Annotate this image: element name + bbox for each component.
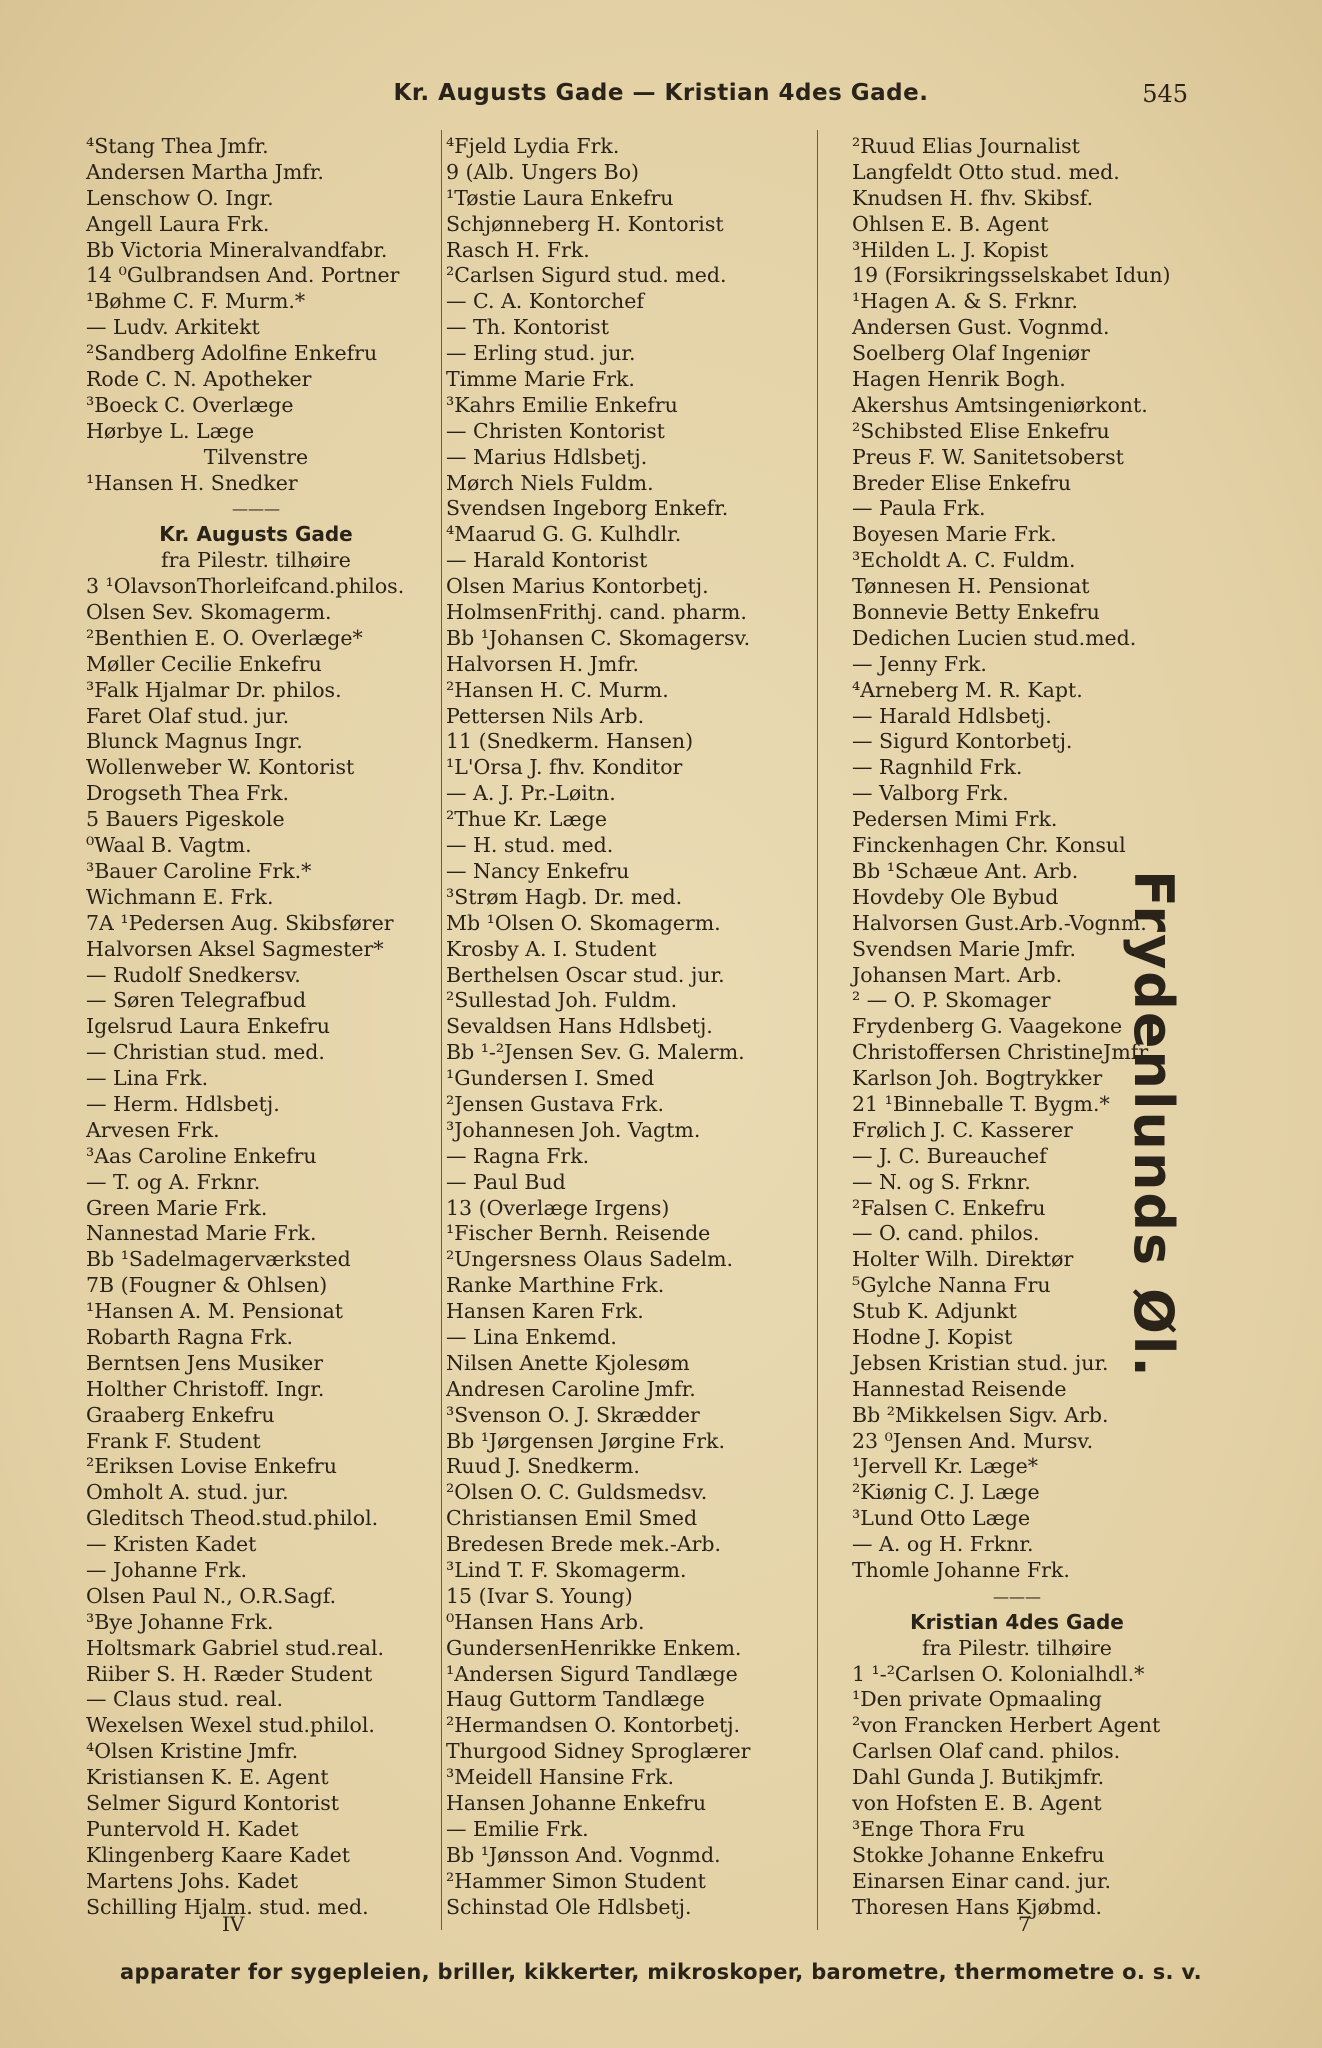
directory-entry: ²von Francken Herbert Agent	[852, 1713, 1161, 1738]
directory-entry: Bb ¹Jørgensen Jørgine Frk.	[446, 1428, 725, 1453]
directory-entry: Carlsen Olaf cand. philos.	[852, 1739, 1121, 1764]
directory-entry: ⁰Waal B. Vagtm.	[86, 833, 252, 858]
directory-entry: ¹Hagen A. & S. Frknr.	[852, 289, 1078, 314]
directory-entry: von Hofsten E. B. Agent	[852, 1791, 1102, 1815]
directory-entry: ³Echoldt A. C. Fuldm.	[852, 548, 1076, 573]
directory-entry: Hannestad Reisende	[852, 1376, 1067, 1401]
directory-entry: ²Benthien E. O. Overlæge*	[86, 625, 363, 650]
directory-entry: Boyesen Marie Frk.	[852, 522, 1057, 547]
directory-entry: — Kristen Kadet	[86, 1532, 257, 1557]
directory-entry: Graaberg Enkefru	[86, 1402, 275, 1427]
directory-entry: — Ragnhild Frk.	[852, 755, 1023, 780]
directory-entry: Svendsen Marie Jmfr.	[852, 936, 1076, 961]
directory-entry: ³Enge Thora Fru	[852, 1816, 1026, 1841]
directory-entry: Angell Laura Frk.	[86, 211, 270, 236]
directory-entry: Karlson Joh. Bogtrykker	[852, 1066, 1103, 1091]
directory-entry: — Claus stud. real.	[86, 1687, 284, 1712]
directory-entry: ³Kahrs Emilie Enkefru	[446, 392, 678, 417]
directory-entry: Robarth Ragna Frk.	[86, 1324, 294, 1349]
directory-entry: ⁴Stang Thea Jmfr.	[86, 134, 269, 158]
directory-entry: 11 (Snedkerm. Hansen)	[446, 729, 694, 754]
directory-entry: Tønnesen H. Pensionat	[852, 574, 1090, 599]
directory-entry: ¹Fischer Bernh. Reisende	[446, 1221, 711, 1246]
directory-entry: Nilsen Anette Kjolesøm	[446, 1350, 690, 1375]
directory-entry: Mb ¹Olsen O. Skomagerm.	[446, 910, 721, 935]
directory-entry: 9 (Alb. Ungers Bo)	[446, 159, 640, 184]
directory-entry: Hansen Johanne Enkefru	[446, 1791, 707, 1815]
directory-entry: 1 ¹-²Carlsen O. Kolonialhdl.*	[852, 1661, 1145, 1686]
directory-entry: Holtsmark Gabriel stud.real.	[86, 1635, 385, 1660]
directory-entry: Blunck Magnus Ingr.	[86, 729, 303, 754]
directory-entry: Christiansen Emil Smed	[446, 1506, 698, 1531]
directory-entry: ³Falk Hjalmar Dr. philos.	[86, 677, 342, 702]
directory-entry: Frank F. Student	[86, 1428, 261, 1453]
directory-column-1	[86, 134, 481, 1920]
directory-entry: fra Pilestr. tilhøire	[922, 1635, 1112, 1660]
signature-mark-left: IV	[222, 1912, 245, 1936]
directory-entry: Bredesen Brede mek.-Arb.	[446, 1532, 722, 1557]
directory-entry: Krosby A. I. Student	[446, 936, 657, 961]
directory-entry: Langfeldt Otto stud. med.	[852, 159, 1120, 184]
directory-entry: — Emilie Frk.	[446, 1816, 589, 1841]
directory-entry: Rode C. N. Apotheker	[86, 367, 312, 392]
directory-entry: ²Sandberg Adolfine Enkefru	[86, 341, 378, 366]
directory-entry: — Lina Enkemd.	[446, 1324, 617, 1349]
directory-entry: ⁰Hansen Hans Arb.	[446, 1609, 645, 1634]
directory-entry: — T. og A. Frknr.	[86, 1169, 261, 1194]
directory-entry: — J. C. Bureauchef	[852, 1143, 1047, 1168]
directory-entry: Bb ¹Jønsson And. Vognmd.	[446, 1842, 721, 1867]
directory-entry: — Herm. Hdlsbetj.	[86, 1091, 280, 1116]
directory-entry: Hagen Henrik Bogh.	[852, 367, 1066, 392]
directory-entry: ²Thue Kr. Læge	[446, 807, 607, 832]
directory-entry: ² — O. P. Skomager	[852, 988, 1051, 1013]
directory-entry: ²Hermandsen O. Kontorbetj.	[446, 1713, 741, 1738]
directory-entry: Hansen Karen Frk.	[446, 1299, 644, 1324]
directory-entry: Thurgood Sidney Sproglærer	[446, 1739, 751, 1764]
directory-entry: ³Strøm Hagb. Dr. med.	[446, 884, 683, 909]
directory-entry: ²Hammer Simon Student	[446, 1868, 706, 1893]
directory-entry: Christoffersen ChristineJmfr.	[852, 1040, 1153, 1065]
directory-entry: Andresen Caroline Jmfr.	[446, 1376, 696, 1401]
directory-entry: — Paula Frk.	[852, 496, 986, 521]
directory-entry: Kristiansen K. E. Agent	[86, 1765, 329, 1790]
directory-entry: ²Ungersness Olaus Sadelm.	[446, 1247, 734, 1272]
directory-entry: — Erling stud. jur.	[446, 341, 636, 366]
directory-entry: 14 ⁰Gulbrandsen And. Portner	[86, 263, 400, 288]
directory-entry: Ranke Marthine Frk.	[446, 1273, 665, 1298]
section-separator: ———	[993, 1586, 1041, 1606]
directory-entry: Bb Victoria Mineralvandfabr.	[86, 237, 388, 262]
directory-entry: — C. A. Kontorchef	[446, 289, 644, 314]
directory-entry: ²Hansen H. C. Murm.	[446, 677, 669, 702]
directory-entry: ³Johannesen Joh. Vagtm.	[446, 1117, 701, 1142]
directory-entry: Dahl Gunda J. Butikjmfr.	[852, 1765, 1105, 1790]
directory-entry: Akershus Amtsingeniørkont.	[852, 392, 1148, 417]
directory-entry: Svendsen Ingeborg Enkefr.	[446, 496, 729, 521]
directory-entry: Schjønneberg H. Kontorist	[446, 211, 724, 236]
directory-entry: Andersen Martha Jmfr.	[86, 159, 324, 184]
directory-entry: — Christen Kontorist	[446, 418, 665, 443]
directory-entry: Haug Guttorm Tandlæge	[446, 1687, 705, 1712]
directory-entry: — N. og S. Frknr.	[852, 1169, 1031, 1194]
directory-entry: Dedichen Lucien stud.med.	[852, 625, 1137, 650]
directory-entry: ²Schibsted Elise Enkefru	[852, 418, 1110, 443]
directory-entry: Hørbye L. Læge	[86, 418, 255, 443]
directory-entry: Drogseth Thea Frk.	[86, 781, 290, 806]
directory-entry: Finckenhagen Chr. Konsul	[852, 833, 1126, 858]
directory-entry: ¹L'Orsa J. fhv. Konditor	[446, 755, 683, 780]
directory-entry: ³Boeck C. Overlæge	[86, 392, 294, 417]
directory-entry: Møller Cecilie Enkefru	[86, 651, 322, 676]
directory-entry: — H. stud. med.	[446, 833, 614, 858]
directory-entry: Bb ¹Johansen C. Skomagersv.	[446, 625, 751, 650]
directory-entry: Ohlsen E. B. Agent	[852, 211, 1049, 236]
directory-entry: Selmer Sigurd Kontorist	[86, 1791, 339, 1815]
directory-entry: ²Olsen O. C. Guldsmedsv.	[446, 1480, 708, 1505]
directory-entry: — Nancy Enkefru	[446, 858, 630, 883]
side-advertisement-label: Frydenlunds Øl.	[1122, 870, 1185, 1379]
directory-entry: Olsen Marius Kontorbetj.	[446, 574, 709, 599]
directory-entry: Preus F. W. Sanitetsoberst	[852, 444, 1124, 469]
directory-entry: — Rudolf Snedkersv.	[86, 962, 301, 987]
directory-entry: — Lina Frk.	[86, 1066, 209, 1091]
directory-entry: Wichmann E. Frk.	[86, 884, 274, 909]
directory-entry: ²Eriksen Lovise Enkefru	[86, 1454, 337, 1479]
directory-entry: ³Hilden L. J. Kopist	[852, 237, 1049, 262]
directory-entry: Sevaldsen Hans Hdlsbetj.	[446, 1014, 713, 1039]
page-header	[0, 78, 1322, 112]
directory-entry: Stokke Johanne Enkefru	[852, 1842, 1105, 1867]
section-separator: ———	[232, 499, 280, 519]
directory-entry: ³Bauer Caroline Frk.*	[86, 858, 312, 883]
directory-entry: — Søren Telegrafbud	[86, 988, 307, 1013]
header-title: Kr. Augusts Gade — Kristian 4des Gade.	[393, 80, 929, 106]
directory-entry: ²Kiønig C. J. Læge	[852, 1480, 1040, 1505]
directory-column-3	[852, 134, 1247, 1920]
signature-mark-right: 7	[1018, 1912, 1031, 1936]
directory-entry: — Johanne Frk.	[86, 1557, 248, 1582]
directory-entry: ⁵Gylche Nanna Fru	[852, 1273, 1051, 1298]
directory-entry: Stub K. Adjunkt	[852, 1299, 1017, 1324]
directory-entry: Johansen Mart. Arb.	[852, 962, 1063, 987]
directory-entry: Schinstad Ole Hdlsbetj.	[446, 1894, 692, 1919]
directory-entry: Bb ²Mikkelsen Sigv. Arb.	[852, 1402, 1109, 1427]
directory-entry: Klingenberg Kaare Kadet	[86, 1842, 351, 1867]
directory-entry: — Th. Kontorist	[446, 315, 609, 340]
directory-entry: GundersenHenrikke Enkem.	[446, 1635, 742, 1660]
directory-entry: Omholt A. stud. jur.	[86, 1480, 289, 1505]
directory-entry: Nannestad Marie Frk.	[86, 1221, 317, 1246]
directory-entry: Puntervold H. Kadet	[86, 1816, 299, 1841]
directory-entry: 19 (Forsikringsselskabet Idun)	[852, 263, 1171, 288]
directory-entry: ¹Gundersen I. Smed	[446, 1066, 655, 1091]
directory-entry: Ruud J. Snedkerm.	[446, 1454, 640, 1479]
street-heading: Kr. Augusts Gade	[159, 522, 353, 547]
directory-entry: Thoresen Hans Kjøbmd.	[852, 1894, 1103, 1919]
directory-entry: Rasch H. Frk.	[446, 237, 590, 262]
directory-entry: Halvorsen Gust.Arb.-Vognm.	[852, 910, 1147, 935]
directory-entry: — Valborg Frk.	[852, 781, 1009, 806]
directory-entry: ⁴Arneberg M. R. Kapt.	[852, 677, 1083, 702]
directory-entry: Frydenberg G. Vaagekone	[852, 1014, 1123, 1039]
directory-entry: ³Svenson O. J. Skrædder	[446, 1402, 700, 1427]
directory-entry: 23 ⁰Jensen And. Mursv.	[852, 1428, 1094, 1453]
directory-entry: ²Sullestad Joh. Fuldm.	[446, 988, 678, 1013]
directory-entry: Hovdeby Ole Bybud	[852, 884, 1059, 909]
directory-entry: 5 Bauers Pigeskole	[86, 807, 285, 832]
directory-entry: Einarsen Einar cand. jur.	[852, 1868, 1112, 1893]
directory-entry: Bb ¹Sadelmagerværksted	[86, 1247, 351, 1272]
directory-entry: — Ludv. Arkitekt	[86, 315, 260, 340]
directory-entry: ¹Bøhme C. F. Murm.*	[86, 289, 306, 314]
directory-entry: Halvorsen Aksel Sagmester*	[86, 936, 384, 961]
directory-column-2	[446, 134, 841, 1920]
directory-entry: ¹Tøstie Laura Enkefru	[446, 185, 674, 210]
directory-entry: Bb ¹Schæue Ant. Arb.	[852, 858, 1079, 883]
directory-entry: Tilvenstre	[203, 444, 309, 469]
directory-entry: Bonnevie Betty Enkefru	[852, 600, 1100, 625]
directory-entry: 15 (Ivar S. Young)	[446, 1583, 633, 1608]
directory-entry: Riiber S. H. Ræder Student	[86, 1661, 373, 1686]
directory-entry: Thomle Johanne Frk.	[852, 1557, 1070, 1582]
directory-entry: Pedersen Mimi Frk.	[852, 807, 1058, 832]
directory-entry: Wexelsen Wexel stud.philol.	[86, 1713, 375, 1738]
directory-entry: — A. og H. Frknr.	[852, 1532, 1034, 1557]
directory-entry: — Sigurd Kontorbetj.	[852, 729, 1073, 754]
directory-entry: ²Carlsen Sigurd stud. med.	[446, 263, 727, 288]
directory-entry: Halvorsen H. Jmfr.	[446, 651, 639, 676]
directory-entry: Bb ¹-²Jensen Sev. G. Malerm.	[446, 1040, 745, 1065]
street-heading: Kristian 4des Gade	[910, 1609, 1124, 1634]
directory-entry: Pettersen Nils Arb.	[446, 703, 645, 728]
directory-entry: 3 ¹OlavsonThorleifcand.philos.	[86, 574, 405, 599]
directory-entry: ²Falsen C. Enkefru	[852, 1195, 1046, 1220]
directory-entry: Hodne J. Kopist	[852, 1324, 1013, 1349]
directory-entry: Breder Elise Enkefru	[852, 470, 1072, 495]
directory-entry: Timme Marie Frk.	[446, 367, 635, 392]
directory-entry: fra Pilestr. tilhøire	[161, 548, 351, 573]
directory-entry: Andersen Gust. Vognmd.	[852, 315, 1110, 340]
directory-entry: Green Marie Frk.	[86, 1195, 268, 1220]
directory-entry: 7A ¹Pedersen Aug. Skibsfører	[86, 910, 394, 935]
directory-entry: Berntsen Jens Musiker	[86, 1350, 324, 1375]
directory-entry: Olsen Paul N., O.R.Sagf.	[86, 1583, 337, 1608]
footer-advertisement: apparater for sygepleien, briller, kikkerter, mikroskoper, barometre, thermometre o. s. v.	[120, 1960, 1202, 1984]
directory-entry: Wollenweber W. Kontorist	[86, 755, 355, 780]
directory-entry: ⁴Maarud G. G. Kulhdlr.	[446, 522, 682, 547]
directory-entry: — Christian stud. med.	[86, 1040, 325, 1065]
directory-entry: Holter Wilh. Direktør	[852, 1247, 1074, 1272]
directory-entry: ¹Den private Opmaaling	[852, 1687, 1102, 1712]
directory-entry: Soelberg Olaf Ingeniør	[852, 341, 1090, 366]
directory-entry: — Ragna Frk.	[446, 1143, 590, 1168]
directory-entry: ²Ruud Elias Journalist	[852, 134, 1080, 158]
directory-entry: Gleditsch Theod.stud.philol.	[86, 1506, 379, 1531]
directory-entry: Mørch Niels Fuldm.	[446, 470, 654, 495]
directory-entry: ¹Jervell Kr. Læge*	[852, 1454, 1038, 1479]
directory-entry: — Harald Hdlsbetj.	[852, 703, 1052, 728]
directory-entry: Knudsen H. fhv. Skibsf.	[852, 185, 1094, 210]
directory-entry: Jebsen Kristian stud. jur.	[852, 1350, 1109, 1375]
directory-entry: ⁴Olsen Kristine Jmfr.	[86, 1739, 299, 1764]
directory-entry: Berthelsen Oscar stud. jur.	[446, 962, 725, 987]
directory-entry: — Marius Hdlsbetj.	[446, 444, 648, 469]
directory-entry: Faret Olaf stud. jur.	[86, 703, 290, 728]
directory-entry: Holther Christoff. Ingr.	[86, 1376, 325, 1401]
directory-entry: ⁴Fjeld Lydia Frk.	[446, 134, 620, 158]
directory-entry: ³Bye Johanne Frk.	[86, 1609, 274, 1634]
page-number: 545	[1142, 80, 1188, 108]
directory-entry: ¹Andersen Sigurd Tandlæge	[446, 1661, 738, 1686]
directory-entry: ³Lund Otto Læge	[852, 1506, 1031, 1531]
directory-entry: 21 ¹Binneballe T. Bygm.*	[852, 1091, 1110, 1116]
directory-entry: — Jenny Frk.	[852, 651, 987, 676]
directory-entry: — O. cand. philos.	[852, 1221, 1040, 1246]
directory-entry: Schilling Hjalm. stud. med.	[86, 1894, 369, 1919]
directory-entry: ¹Hansen H. Snedker	[86, 470, 298, 495]
directory-entry: HolmsenFrithj. cand. pharm.	[446, 600, 747, 625]
directory-entry: ³Lind T. F. Skomagerm.	[446, 1557, 687, 1582]
directory-entry: — Harald Kontorist	[446, 548, 648, 573]
directory-entry: ³Aas Caroline Enkefru	[86, 1143, 317, 1168]
directory-entry: Arvesen Frk.	[86, 1117, 220, 1142]
directory-entry: 13 (Overlæge Irgens)	[446, 1195, 670, 1220]
directory-entry: ²Jensen Gustava Frk.	[446, 1091, 664, 1116]
directory-entry: 7B (Fougner & Ohlsen)	[86, 1273, 328, 1298]
directory-entry: — A. J. Pr.-Løitn.	[446, 781, 616, 806]
directory-entry: ³Meidell Hansine Frk.	[446, 1765, 674, 1790]
directory-entry: — Paul Bud	[446, 1169, 566, 1194]
directory-entry: Martens Johs. Kadet	[86, 1868, 298, 1893]
directory-entry: ¹Hansen A. M. Pensionat	[86, 1299, 344, 1324]
directory-entry: Igelsrud Laura Enkefru	[86, 1014, 330, 1039]
directory-entry: Lenschow O. Ingr.	[86, 185, 274, 210]
directory-entry: Olsen Sev. Skomagerm.	[86, 600, 332, 625]
directory-entry: Frølich J. C. Kasserer	[852, 1117, 1073, 1142]
